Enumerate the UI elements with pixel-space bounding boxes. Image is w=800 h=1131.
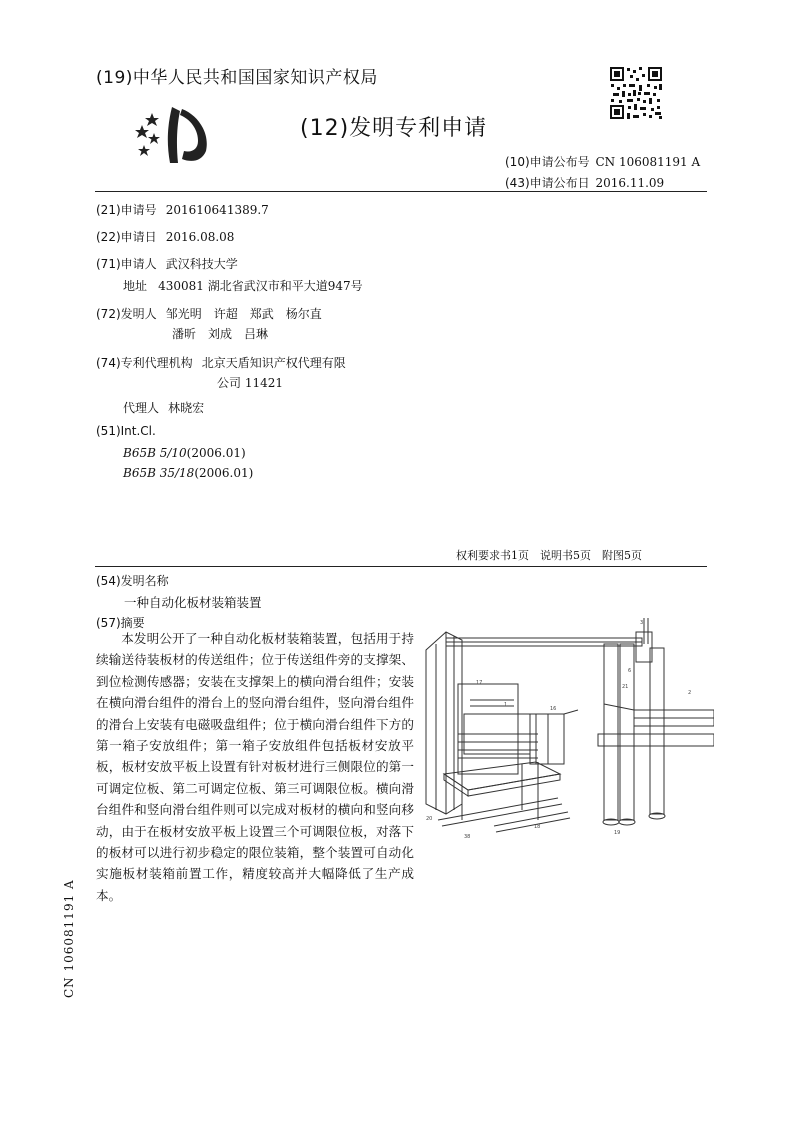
svg-text:1: 1 [504, 702, 508, 708]
header-divider [95, 191, 707, 192]
agent-value: 林晓宏 [168, 401, 205, 415]
inventors-line-1: 邹光明 许超 郑武 杨尔直 [165, 307, 322, 321]
svg-text:38: 38 [464, 834, 471, 840]
applicant-value: 武汉科技大学 [165, 257, 238, 271]
figure-box-stack [458, 684, 518, 774]
svg-text:2: 2 [688, 690, 692, 696]
qr-code-icon [609, 66, 663, 120]
ipc-version: (2006.01) [194, 466, 254, 480]
figure-left-tower [426, 632, 462, 814]
svg-text:19: 19 [614, 830, 621, 836]
abstract-figure [418, 614, 714, 842]
office-name: (19)中华人民共和国国家知识产权局 [96, 68, 378, 88]
address [123, 275, 363, 294]
inventors-label: (72)发明人 [96, 307, 157, 321]
publication-number-label: (10)申请公布号 [505, 155, 590, 169]
inventors-line-2: 潘昕 刘成 吕琳 [172, 327, 269, 341]
application-number [96, 199, 269, 218]
invention-name-label: (54)发明名称 [96, 574, 169, 588]
logo-star-3 [148, 133, 160, 144]
abstract-label: (57)摘要 [96, 616, 145, 630]
logo-stroke-left [168, 107, 180, 163]
cnipa-logo [132, 103, 214, 167]
svg-text:17: 17 [476, 680, 483, 686]
logo-stroke-right [180, 109, 207, 161]
biblio-divider [95, 566, 707, 567]
figure-right-tower [604, 644, 618, 820]
address-label: 地址 [123, 279, 148, 293]
publication-date-label: (43)申请公布日 [505, 176, 590, 190]
svg-text:6: 6 [628, 668, 632, 674]
inventors [96, 303, 322, 322]
document-type: (12)发明专利申请 [300, 116, 488, 141]
applicant-label: (71)申请人 [96, 257, 157, 271]
ipc-entry [123, 446, 246, 460]
publication-number [505, 153, 700, 170]
applicant [96, 253, 238, 272]
publication-date-value: 2016.11.09 [595, 176, 665, 190]
patent-agency-line-2: 公司 11421 [217, 376, 283, 390]
logo-star-1 [135, 125, 149, 138]
application-number-value: 201610641389.7 [165, 203, 269, 217]
logo-star-4 [138, 145, 150, 156]
logo-star-2 [145, 113, 159, 126]
address-value: 430081 湖北省武汉市和平大道947号 [158, 279, 363, 293]
page-counts: 权利要求书1页 说明书5页 附图5页 [456, 549, 642, 562]
ipc-label: (51)Int.Cl. [96, 424, 156, 438]
agent-label: 代理人 [123, 401, 160, 415]
svg-text:3: 3 [640, 620, 644, 626]
patent-agency-line-1: 北京天盾知识产权代理有限 [201, 356, 346, 370]
abstract-text: 本发明公开了一种自动化板材装箱装置，包括用于持续输送待装板材的传送组件；位于传送组件旁的支撑架、到位检测传感器；安装在支撑架上的横向滑台组件；安装在横向滑台组件的滑台上的竖向滑台组件，竖向滑台组件的滑台上安装有电磁吸盘组件；位于横向滑台组件下方的第一箱子安放组件；第一箱子安放组件包括板材安放平板，板材安放平板上设置有针对板材进行三侧限位的第一可调定位板、第二可调定位板、第三可调限位板。横向滑台组件和竖向滑台组件则可以完成对板材的横向和竖向移动，由于在板材安放平板上设置三个可调限位板，对落下的板材可以进行初步稳定的限位装箱，整个装置可自动化实施板材装箱前置工作，精度较高并大幅降低了生产成本。 [96, 631, 414, 903]
svg-text:20: 20 [426, 816, 433, 822]
patent-agency [96, 352, 346, 371]
publication-number-value: CN 106081191 A [595, 155, 701, 169]
filing-date-value: 2016.08.08 [165, 230, 235, 244]
svg-text:21: 21 [622, 684, 629, 690]
svg-text:18: 18 [534, 824, 541, 830]
publication-date [505, 174, 664, 191]
svg-text:16: 16 [550, 706, 557, 712]
ipc-version: (2006.01) [186, 446, 246, 460]
ipc-entry [123, 466, 253, 480]
agent [123, 397, 204, 416]
side-publication-number: CN 106081191 A [62, 879, 76, 998]
ipc-code: B65B 5/10 [123, 446, 187, 460]
filing-date [96, 226, 234, 245]
invention-name: 一种自动化板材装箱装置 [124, 595, 262, 610]
application-number-label: (21)申请号 [96, 203, 157, 217]
patent-agency-label: (74)专利代理机构 [96, 356, 193, 370]
filing-date-label: (22)申请日 [96, 230, 157, 244]
ipc-code: B65B 35/18 [123, 466, 195, 480]
